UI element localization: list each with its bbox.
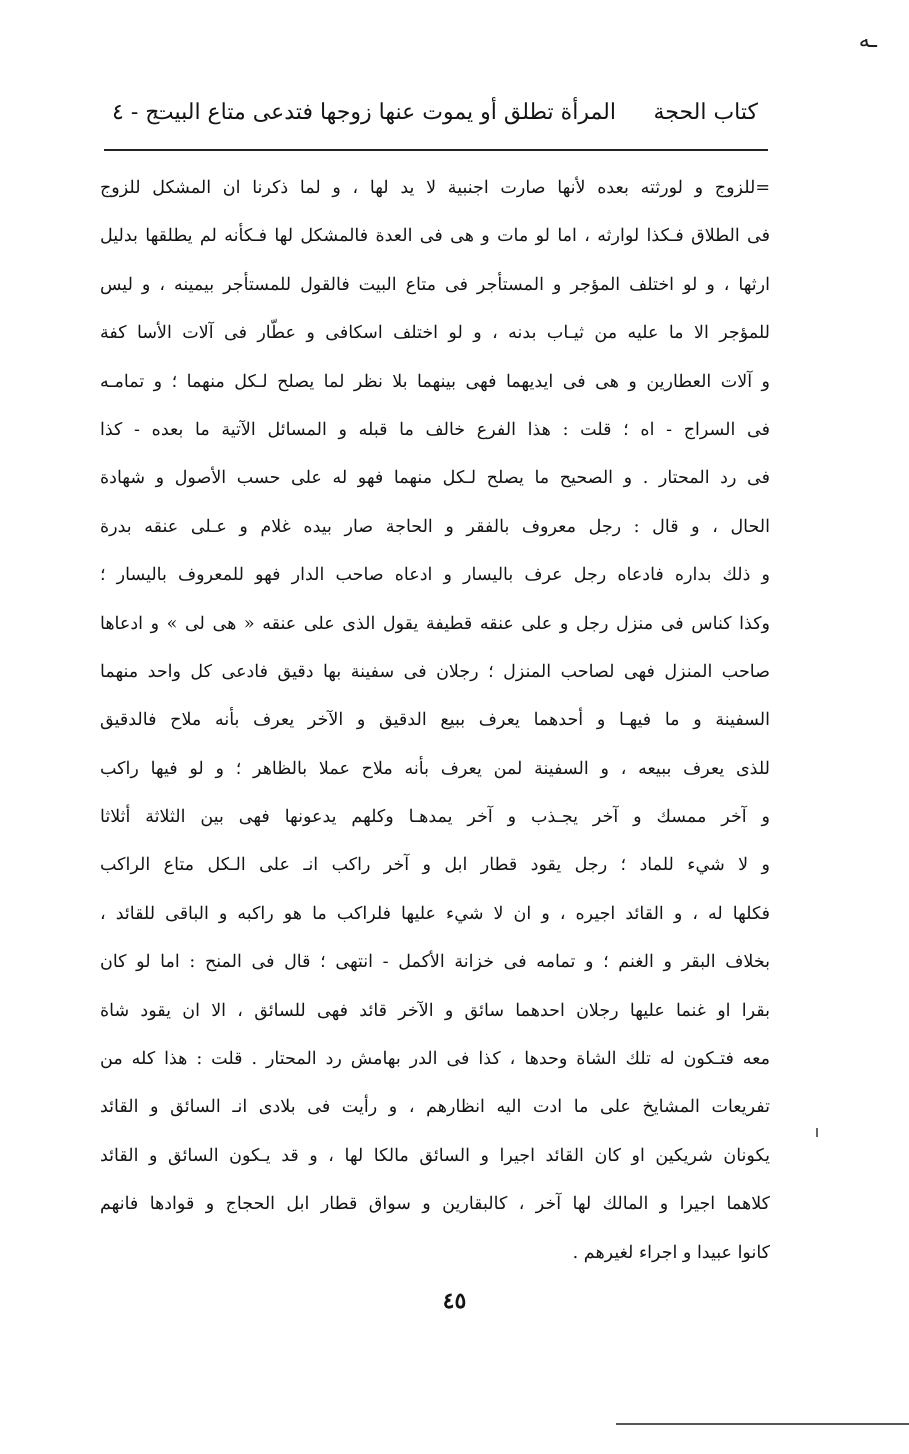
page-number: ٤٥ bbox=[442, 1288, 467, 1314]
text-line: فى رد المحتار . و الصحيح ما يصلح لـكل منهما فهو له على حسب الأصول و شهادة bbox=[100, 468, 770, 489]
text-line: بخلاف البقر و الغنم ؛ و تمامه فى خزانة الأكمل - انتهى ؛ قال فى المنح : اما لو كان bbox=[100, 952, 770, 973]
book-title: كتاب الحجة bbox=[653, 100, 758, 125]
text-line: فى الطلاق فـكذا لوارثه ، اما لو مات و هى فى العدة فالمشكل لها فـكأنه لم يطلقها بدليل bbox=[100, 226, 770, 247]
corner-ornament: ـه bbox=[858, 28, 877, 53]
margin-speck bbox=[816, 1128, 818, 1137]
text-line: يكونان شريكين او كان القائد اجيرا و السائق مالكا لها ، و قد يـكون السائق و القائد bbox=[100, 1145, 770, 1166]
text-line: صاحب المنزل فهى لصاحب المنزل ؛ رجلان فى سفينة بها دقيق فادعى كل واحد منهما bbox=[100, 661, 770, 682]
body-text bbox=[100, 164, 770, 1277]
text-line: وكذا كناس فى منزل رجل و على عنقه قطيفة يقول الذى على عنقه « هى لى » و ادعاها bbox=[100, 613, 770, 634]
text-line: و لا شيء للماد ؛ رجل يقود قطار ابل و آخر راكب انـ على الـكل متاع الراكب bbox=[100, 855, 770, 876]
chapter-title: المرأة تطلق أو يموت عنها زوجها فتدعى متاع البيت bbox=[152, 100, 616, 125]
text-line: للمؤجر الا ما عليه من ثيـاب بدنه ، و لو اختلف اسكافى و عطّار فى آلات الأسا كفة bbox=[100, 323, 770, 344]
volume-label: ج - ٤ bbox=[112, 100, 160, 125]
text-line: و آلات العطارين و هى فى ايديهما فهى بينهما بلا نظر لما يصلح لـكل منهما ؛ و تمامـه bbox=[100, 371, 770, 392]
text-line: فكلها له ، و القائد اجيره ، و ان لا شيء عليها فلراكب ما هو راكبه و الباقى للقائد ، bbox=[100, 903, 770, 924]
text-line: بقرا او غنما عليها رجلان احدهما سائق و الآخر قائد فهى للسائق ، الا ان يقود شاة bbox=[100, 1000, 770, 1021]
text-line: كانوا عبيدا و اجراء لغيرهم . bbox=[572, 1242, 770, 1263]
text-line: للذى يعرف ببيعه ، و السفينة لمن يعرف بأنه ملاح عملا بالظاهر ؛ و لو فيها راكب bbox=[100, 758, 770, 779]
text-line: ارثها ، و لو اختلف المؤجر و المستأجر فى متاع البيت فالقول للمستأجر بيمينه ، و ليس bbox=[100, 274, 770, 295]
text-line: السفينة و ما فيهـا و أحدهما يعرف ببيع الدقيق و الآخر يعرف بأنه ملاح فالدقيق bbox=[100, 710, 770, 731]
running-header bbox=[104, 100, 764, 144]
text-line: فى السراج - اه ؛ قلت : هذا الفرع خالف ما قبله و المسائل الآتية ما بعده - كذا bbox=[100, 419, 770, 440]
text-line: تفريعات المشايخ على ما ادت اليه انظارهم ، و رأيت فى بلادى انـ السائق و القائد bbox=[100, 1097, 770, 1118]
text-line: الحال ، و قال : رجل معروف بالفقر و الحاجة صار بيده غلام و عـلى عنقه بدرة bbox=[100, 516, 770, 537]
text-line: =للزوج و لورثته بعده لأنها صارت اجنبية لا يد لها ، و لما ذكرنا ان المشكل للزوج bbox=[100, 178, 770, 198]
text-line: و ذلك بداره فادعاه رجل عرف باليسار و ادعاه صاحب الدار فهو للمعروف باليسار ؛ bbox=[100, 565, 770, 586]
text-line: و آخر ممسك و آخر يجـذب و آخر يمدهـا وكلهم يدعونها فهى بين الثلاثة أثلاثا bbox=[100, 807, 770, 828]
footer-rule bbox=[616, 1423, 909, 1425]
header-divider bbox=[104, 149, 768, 151]
text-line: كلاهما اجيرا و المالك لها آخر ، كالبقارين و سواق قطار ابل الحجاج و قوادها فانهم bbox=[100, 1194, 770, 1215]
text-line: معه فتـكون له تلك الشاة وحدها ، كذا فى الدر بهامش رد المحتار . قلت : هذا كله من bbox=[100, 1049, 770, 1070]
